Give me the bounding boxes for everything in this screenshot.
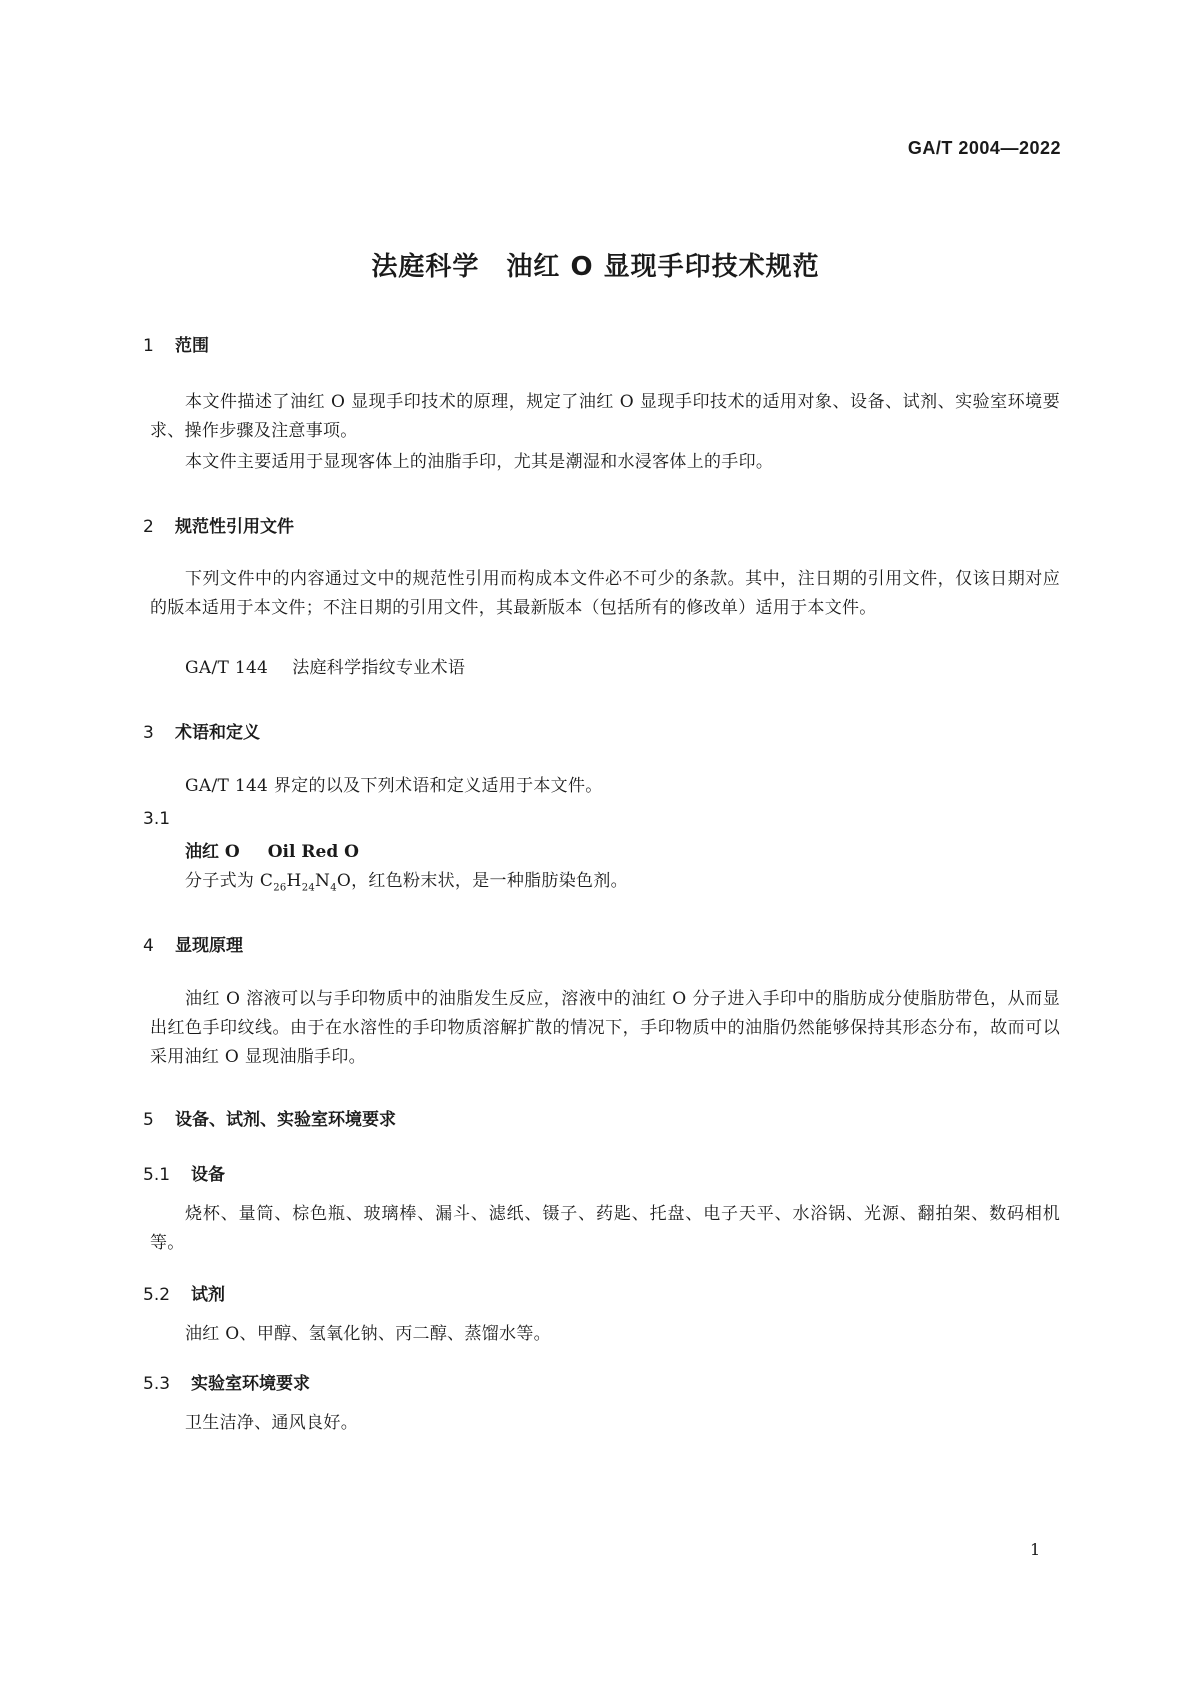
standard-code: GA/T 2004—2022 <box>907 138 1061 158</box>
section-number: 5 <box>143 1110 154 1130</box>
subsection-title: 试剂 <box>191 1285 225 1305</box>
section-3-heading <box>143 718 260 743</box>
section-1-heading <box>143 331 209 356</box>
term-number: 3.1 <box>143 809 171 829</box>
formula-h-subscript: 24 <box>301 882 316 894</box>
subsection-number: 5.2 <box>143 1285 171 1305</box>
section-number: 3 <box>143 723 154 743</box>
subsection-5-2-paragraph: 油红 O、甲醇、氢氧化钠、丙二醇、蒸馏水等。 <box>185 1324 551 1344</box>
subsection-5-1-heading <box>143 1160 225 1185</box>
section-title: 设备、试剂、实验室环境要求 <box>175 1110 396 1130</box>
subsection-number: 5.3 <box>143 1374 171 1394</box>
definition-suffix: ，红色粉末状，是一种脂肪染色剂。 <box>351 871 628 891</box>
normative-reference <box>185 654 465 683</box>
reference-title: 法庭科学指纹专业术语 <box>292 658 466 678</box>
section-3-paragraph-1: GA/T 144 界定的以及下列术语和定义适用于本文件。 <box>185 776 603 796</box>
section-4-heading <box>143 931 243 956</box>
subsection-5-1-paragraph: 烧杯、量筒、棕色瓶、玻璃棒、漏斗、滤纸、镊子、药匙、托盘、电子天平、水浴锅、光源、翻拍架、数码相机等。 <box>150 1204 1060 1253</box>
section-2-heading <box>143 512 294 537</box>
subsection-title: 实验室环境要求 <box>191 1374 310 1394</box>
section-title: 显现原理 <box>175 936 243 956</box>
subsection-title: 设备 <box>191 1165 225 1185</box>
definition-prefix: 分子式为 <box>185 871 260 891</box>
formula-o: O <box>336 871 352 891</box>
section-2-paragraph-1: 下列文件中的内容通过文中的规范性引用而构成本文件必不可少的条款。其中，注日期的引用文件，仅该日期对应的版本适用于本文件；不注日期的引用文件，其最新版本（包括所有的修改单）适用于本文件。 <box>150 569 1060 618</box>
section-4-paragraph-1: 油红 O 溶液可以与手印物质中的油脂发生反应，溶液中的油红 O 分子进入手印中的脂肪成分使脂肪带色，从而显出红色手印纹线。由于在水溶性的手印物质溶解扩散的情况下，手印物质中的油脂仍然能够保持其形态分布，故而可以采用油红 O 显现油脂手印。 <box>150 989 1060 1067</box>
term-definition <box>185 866 628 893</box>
subsection-5-3-heading <box>143 1369 310 1394</box>
document-title: 法庭科学 油红 O 显现手印技术规范 <box>371 252 820 282</box>
section-number: 2 <box>143 517 154 537</box>
subsection-5-3-paragraph: 卫生洁净、通风良好。 <box>185 1413 358 1433</box>
formula-c-subscript: 26 <box>273 882 287 894</box>
section-number: 1 <box>143 336 154 356</box>
page-number: 1 <box>1030 1540 1041 1559</box>
section-title: 规范性引用文件 <box>175 517 294 537</box>
section-number: 4 <box>143 936 154 956</box>
formula-h: H <box>286 871 302 891</box>
subsection-number: 5.1 <box>143 1165 171 1185</box>
section-title: 术语和定义 <box>175 723 260 743</box>
section-5-heading <box>143 1105 396 1130</box>
formula-c: C <box>259 871 274 891</box>
formula-n: N <box>315 871 331 891</box>
section-1-paragraph-1: 本文件描述了油红 O 显现手印技术的原理，规定了油红 O 显现手印技术的适用对象、设备、试剂、实验室环境要求、操作步骤及注意事项。 <box>150 392 1060 441</box>
formula-n-subscript: 4 <box>330 882 337 894</box>
term-entry <box>185 837 359 862</box>
subsection-5-2-heading <box>143 1280 225 1305</box>
term-english: Oil Red O <box>267 842 359 862</box>
section-1-paragraph-2: 本文件主要适用于显现客体上的油脂手印，尤其是潮湿和水浸客体上的手印。 <box>185 452 774 472</box>
term-chinese: 油红 O <box>185 842 240 862</box>
section-title: 范围 <box>175 336 209 356</box>
reference-code: GA/T 144 <box>185 658 269 678</box>
